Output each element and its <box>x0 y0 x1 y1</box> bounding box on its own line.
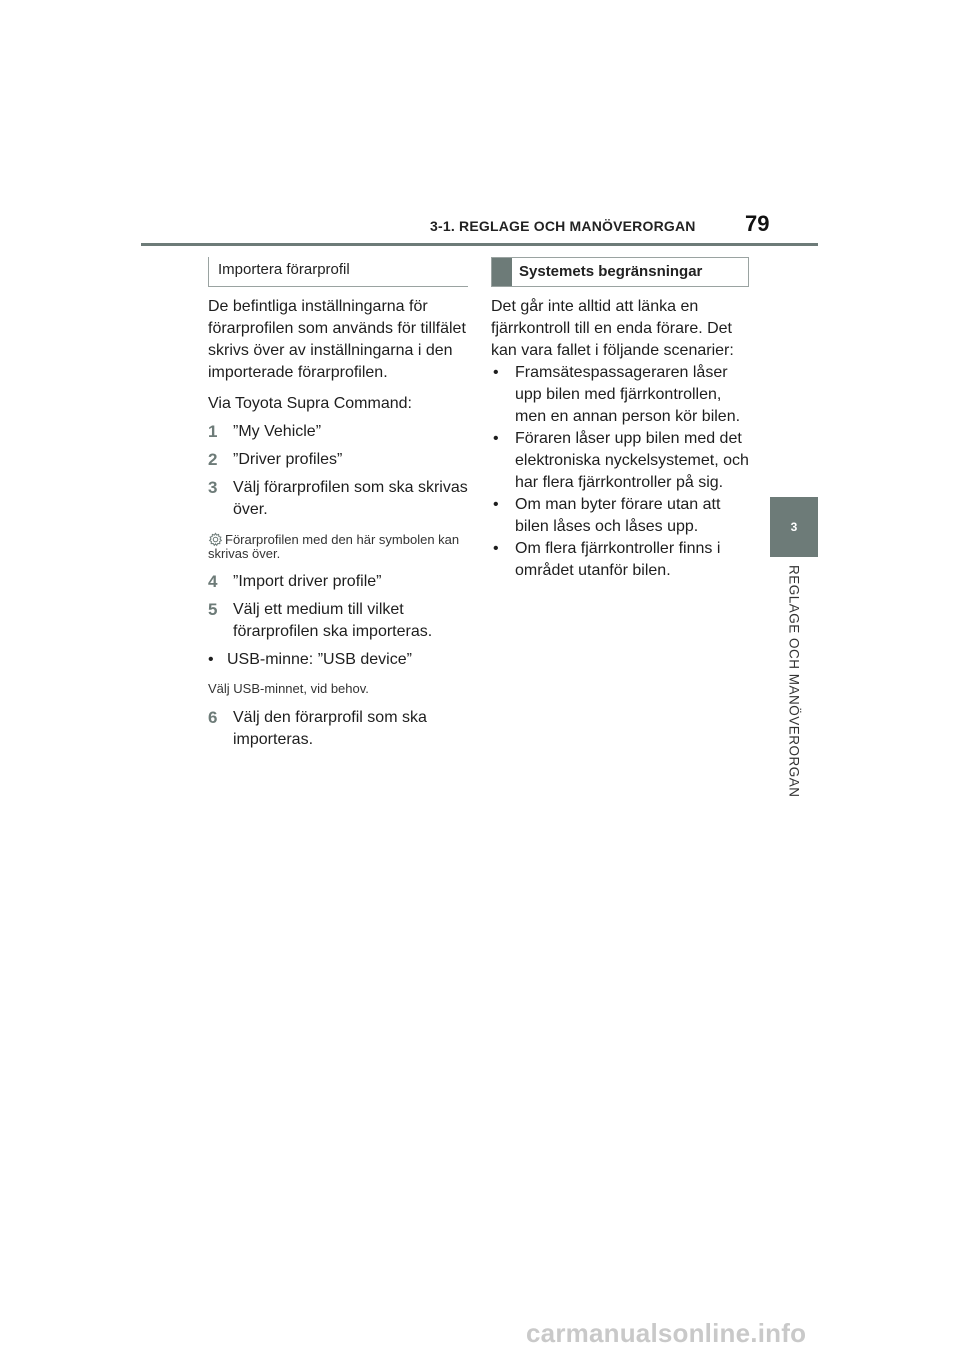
step-number: 5 <box>208 600 218 619</box>
step-list-b <box>208 571 468 643</box>
step-item <box>208 571 468 593</box>
step-item <box>208 477 468 521</box>
step-text: Välj förarprofilen som ska skrivas över. <box>233 479 468 518</box>
step-number: 4 <box>208 572 218 591</box>
step-number: 2 <box>208 450 218 469</box>
running-header: 3-1. REGLAGE OCH MANÖVERORGAN <box>430 218 696 234</box>
small-note: Välj USB-minnet, vid behov. <box>208 681 369 696</box>
step-text: ”My Vehicle” <box>233 423 322 440</box>
via-line: Via Toyota Supra Command: <box>208 395 412 412</box>
step-list-a <box>208 421 468 521</box>
list-item <box>491 362 751 428</box>
bullet-text: Om flera fjärrkontroller finns i området utanför bilen. <box>515 540 721 579</box>
bullet-dot: • <box>493 540 499 557</box>
bullet-text: USB-minne: ”USB device” <box>227 651 412 668</box>
bullet-dot: • <box>493 496 499 513</box>
bullet-dot: • <box>493 364 499 381</box>
step-item <box>208 599 468 643</box>
note-text: Förarprofilen med den här symbolen kan skrivas över. <box>208 532 460 561</box>
header-divider <box>141 243 818 246</box>
chapter-tab-label: REGLAGE OCH MANÖVERORGAN <box>786 565 802 798</box>
step-text: Välj den förarprofil som ska importeras. <box>233 709 427 748</box>
section-heading-limitations <box>491 257 749 287</box>
heading-title: Systemets begränsningar <box>519 263 703 280</box>
bullet-text: Föraren låser upp bilen med det elektroniska nyckelsystemet, och har flera fjärrkontroller på sig. <box>515 430 749 491</box>
left-column <box>208 257 468 757</box>
right-column <box>491 257 751 582</box>
list-item <box>491 494 751 538</box>
page-number: 79 <box>745 211 770 236</box>
heading-marker <box>492 258 512 286</box>
chapter-tab[interactable] <box>770 497 818 557</box>
symbol-note <box>208 532 468 561</box>
step-number: 6 <box>208 708 218 727</box>
step-number: 1 <box>208 422 218 441</box>
chapter-number: 3 <box>790 520 798 534</box>
step-text: ”Import driver profile” <box>233 573 382 590</box>
watermark[interactable]: carmanualsonline.info <box>526 1318 807 1348</box>
bullet-text: Framsätespassageraren låser upp bilen med fjärrkontrollen, men en annan person kör bilen. <box>515 364 741 425</box>
step-text: Välj ett medium till vilket förarprofilen ska importeras. <box>233 601 433 640</box>
scenario-list <box>491 362 751 582</box>
step-number: 3 <box>208 478 218 497</box>
step-text: ”Driver profiles” <box>233 451 343 468</box>
bullet-text: Om man byter förare utan att bilen låses och låses upp. <box>515 496 721 535</box>
bullet-dot: • <box>493 430 499 447</box>
intro-paragraph: Det går inte alltid att länka en fjärrkontroll till en enda förare. Det kan vara fallet i följande scenarier: <box>491 298 734 359</box>
list-item <box>491 428 751 494</box>
step-item <box>208 449 468 471</box>
list-item <box>208 649 468 671</box>
section-heading-import: Importera förarprofil <box>208 257 468 287</box>
step-item <box>208 421 468 443</box>
step-item <box>208 707 468 751</box>
intro-paragraph: De befintliga inställningarna för förarprofilen som används för tillfälet skrivs över av inställningarna i den importerade förarprofilen. <box>208 298 466 381</box>
list-item <box>491 538 751 582</box>
bullet-dot: • <box>208 651 214 668</box>
gear-icon <box>208 532 223 547</box>
